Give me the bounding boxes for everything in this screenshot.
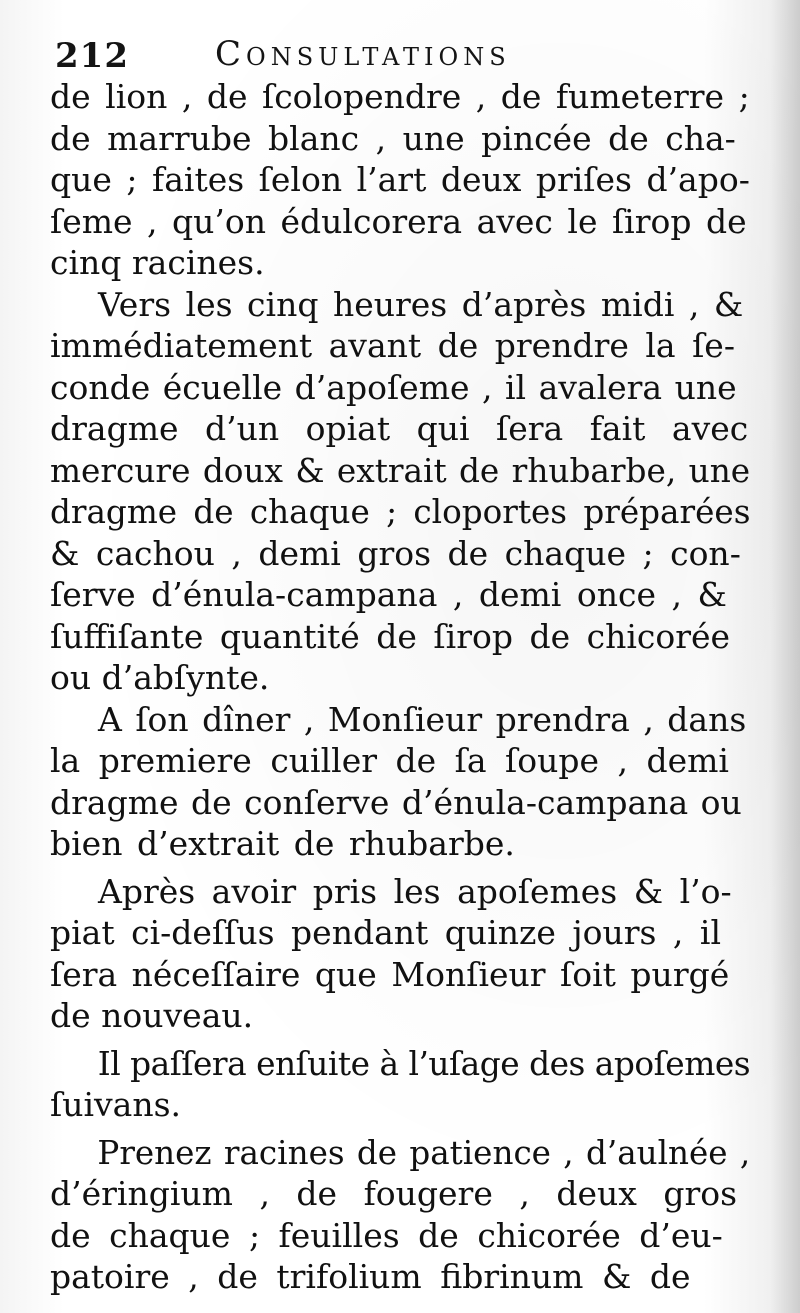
text-line: de chaque ; feuilles de chicorée d’eu- [50, 1215, 723, 1255]
running-title: Consultations [215, 34, 511, 74]
text-line: dragme de chaque ; cloportes préparées [50, 492, 751, 531]
paragraph-first-line: Après avoir pris les apoſemes & l’o- [98, 871, 732, 911]
page-number: 212 [55, 36, 129, 76]
text-line: ſerve d’énula-campana , demi once , & [50, 575, 727, 614]
body-text [50, 76, 750, 1298]
text-line: d’éringium , de fougere , deux gros [50, 1174, 738, 1213]
text-line: cinq racines. [50, 243, 265, 282]
text-line: la premiere cuiller de ſa ſoupe , demi [50, 741, 729, 780]
text-line: de lion , de ſcolopendre , de fumeterre ; [50, 77, 750, 116]
text-line: mercure doux & extrait de rhubarbe, une [50, 450, 751, 490]
text-line: ſeme , qu’on édulcorera avec le ſirop de [50, 201, 747, 241]
text-line: dragme de conſerve d’énula-campana ou [50, 782, 742, 822]
text-line: patoire , de trifolium fibrinum & de [50, 1257, 691, 1296]
text-line: ſera néceſſaire que Monſieur ſoit purgé [50, 954, 730, 994]
text-line: de nouveau. [50, 996, 254, 1035]
text-line: immédiatement avant de prendre la ſe- [50, 326, 735, 365]
text-line: & cachou , demi gros de chaque ; con- [50, 533, 741, 573]
paragraph-first-line: A ſon dîner , Monſieur prendra , dans [98, 699, 747, 739]
paragraph-first-line: Prenez racines de patience , d’aulnée , [97, 1132, 751, 1172]
page-edge-shadow [770, 0, 800, 1313]
text-line: ou d’abſynte. [50, 658, 270, 697]
paragraph-first-line: Il paſſera enſuite à l’uſage des apoſemes [97, 1043, 751, 1083]
text-line: ſuffiſante quantité de ſirop de chicorée [50, 616, 731, 656]
text-line: que ; faites ſelon l’art deux priſes d’apo- [50, 160, 750, 199]
text-line: bien d’extrait de rhubarbe. [50, 824, 515, 863]
text-line: de marrube blanc , une pincée de cha- [50, 118, 736, 158]
text-line: ſuivans. [50, 1085, 182, 1124]
text-line: piat ci-deſſus pendant quinze jours , il [50, 913, 721, 952]
running-head [55, 30, 755, 80]
text-line: dragme d’un opiat qui ſera fait avec [50, 409, 749, 448]
text-line: conde écuelle d’apoſeme , il avalera une [50, 367, 737, 407]
paragraph-first-line: Vers les cinq heures d’après midi , & [98, 284, 744, 324]
